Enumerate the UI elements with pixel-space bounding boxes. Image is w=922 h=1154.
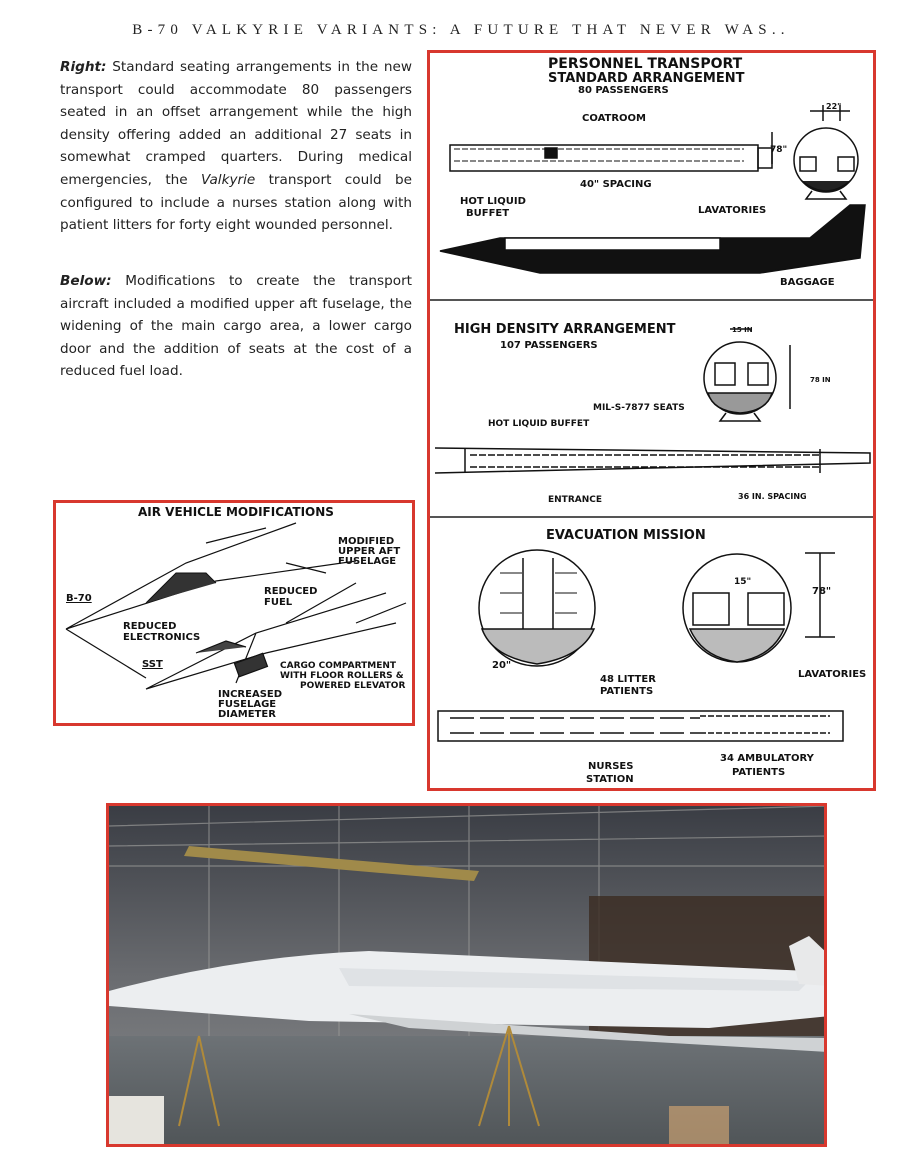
- label-fuselage: INCREASED: [218, 689, 283, 700]
- page-header: B-70 VALKYRIE VARIANTS: A FUTURE THAT NEVER WAS..: [132, 22, 790, 38]
- label-nurses: NURSES: [588, 761, 634, 772]
- label-cargo-2: WITH FLOOR ROLLERS &: [280, 671, 404, 681]
- label-baggage: BAGGAGE: [780, 277, 835, 288]
- label-nurses-2: STATION: [586, 774, 634, 785]
- label-seats: MIL-S-7877 SEATS: [593, 403, 685, 413]
- dim-width: 15 IN: [732, 326, 753, 334]
- caption-body: Standard seating arrangements in the new transport could accommodate 80 passengers seated in an offset arrangement while the high density offering added an additional 27 seats in somewhat cramped quarters. During medical emergencies, the: [60, 59, 412, 188]
- label-fuel-2: FUEL: [264, 597, 293, 608]
- label-cargo-3: POWERED ELEVATOR: [300, 681, 406, 691]
- label-litter: 48 LITTER: [600, 674, 656, 685]
- standard-passengers: 80 PASSENGERS: [578, 85, 669, 96]
- caption-right: [60, 56, 412, 237]
- label-ambulatory: 34 AMBULATORY: [720, 753, 814, 764]
- label-lavatories: LAVATORIES: [798, 669, 867, 680]
- caption-italic: Valkyrie: [201, 171, 256, 188]
- dim-aisle: 20": [492, 660, 512, 671]
- label-fuel: REDUCED: [264, 586, 318, 597]
- dim-height: 78": [812, 586, 832, 597]
- label-electronics-2: ELECTRONICS: [123, 632, 201, 643]
- label-upper-2: UPPER AFT: [338, 546, 401, 557]
- standard-title: PERSONNEL TRANSPORT: [548, 56, 743, 72]
- caption-lead: Right:: [60, 59, 107, 75]
- caption-tail: transport could be configured to include a nurses station along with patient litters for forty eight wounded personnel.: [60, 171, 412, 234]
- label-buffet: HOT LIQUID: [460, 196, 526, 207]
- dim-width: 22": [826, 102, 842, 111]
- label-ambulatory-2: PATIENTS: [732, 767, 786, 778]
- label-entrance: ENTRANCE: [548, 495, 602, 505]
- cabin-diagrams-frame: [427, 50, 876, 791]
- label-lavatories: LAVATORIES: [698, 205, 767, 216]
- dim-width: 15": [734, 577, 752, 587]
- high-density-passengers: 107 PASSENGERS: [500, 340, 598, 351]
- label-coatroom: COATROOM: [582, 113, 647, 124]
- modifications-frame: [53, 500, 415, 726]
- caption-lead: Below:: [60, 273, 112, 289]
- label-cargo: CARGO COMPARTMENT: [280, 661, 397, 671]
- label-electronics: REDUCED: [123, 621, 177, 632]
- standard-subtitle: STANDARD ARRANGEMENT: [548, 71, 745, 86]
- high-density-title: HIGH DENSITY ARRANGEMENT: [454, 322, 676, 337]
- label-fuselage-3: DIAMETER: [218, 709, 276, 720]
- caption-below: [60, 270, 412, 383]
- label-buffet-2: BUFFET: [466, 208, 510, 219]
- label-upper-3: FUSELAGE: [338, 556, 397, 567]
- modifications-title: AIR VEHICLE MODIFICATIONS: [138, 505, 334, 519]
- dim-height: 78 IN: [810, 376, 831, 384]
- mockup-aircraft-image: [109, 806, 827, 1147]
- label-litter-2: PATIENTS: [600, 686, 654, 697]
- label-b70: B-70: [66, 593, 92, 604]
- evacuation-title: EVACUATION MISSION: [546, 528, 706, 543]
- label-fuselage-2: FUSELAGE: [218, 699, 277, 710]
- caption-body: Modifications to create the transport aircraft included a modified upper aft fuselage, the widening of the main cargo area, a lower cargo door and the addition of seats at the cost of a reduced fuel load.: [60, 273, 412, 380]
- label-buffet: HOT LIQUID BUFFET: [488, 419, 590, 429]
- hangar-photo: [106, 803, 827, 1147]
- dim-height: 78": [770, 145, 788, 155]
- label-spacing: 40" SPACING: [580, 179, 652, 190]
- label-spacing: 36 IN. SPACING: [738, 492, 807, 501]
- label-sst: SST: [142, 659, 163, 670]
- label-upper: MODIFIED: [338, 536, 395, 547]
